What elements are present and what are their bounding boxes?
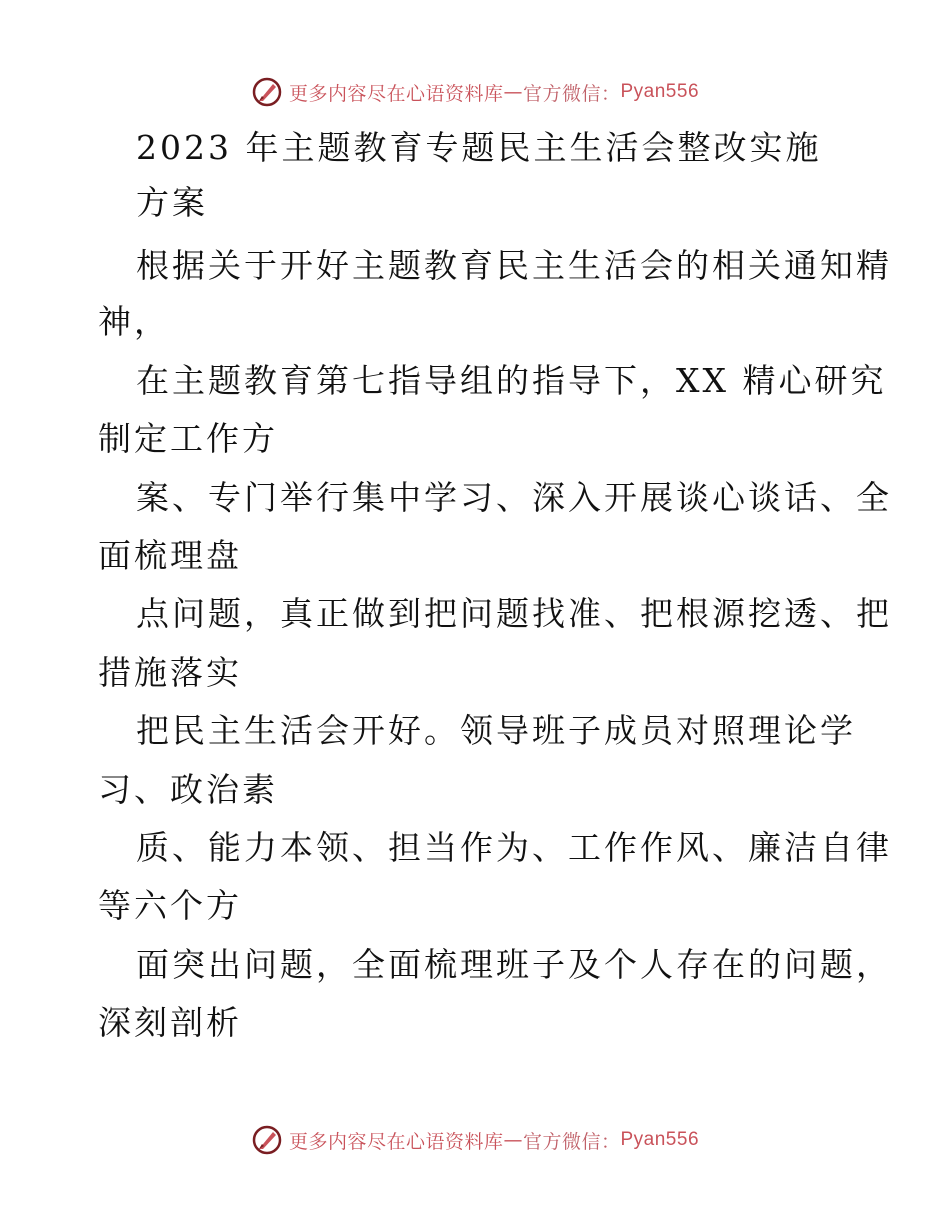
document-line: 神， (98, 302, 170, 341)
footer-dash: — (503, 1129, 523, 1151)
header-banner (0, 72, 950, 112)
document-line: 2023 年主题教育专题民主生活会整改实施 (136, 128, 822, 167)
document-line: 方案 (136, 183, 208, 222)
document-line: 点问题，真正做到把问题找准、把根源挖透、把 (136, 594, 892, 633)
footer-site-name: 更多内容尽在心语资料库 (288, 1130, 504, 1153)
footer-wechat-id: Pyan556 (620, 1129, 700, 1150)
document-line: 面梳理盘 (98, 536, 242, 575)
document-line: 案、专门举行集中学习、深入开展谈心谈话、全 (136, 478, 892, 517)
document-line: 质、能力本领、担当作为、工作作风、廉洁自律 (136, 828, 892, 867)
document-line: 面突出问题，全面梳理班子及个人存在的问题， (136, 945, 892, 984)
quill-pen-logo-icon (251, 76, 283, 108)
header-wechat-id: Pyan556 (620, 81, 700, 102)
footer-banner (0, 1120, 950, 1160)
document-line: 把民主生活会开好。领导班子成员对照理论学 (136, 711, 856, 750)
document-line: 根据关于开好主题教育民主生活会的相关通知精 (136, 246, 892, 285)
document-line: 措施落实 (98, 653, 242, 692)
document-line: 深刻剖析 (98, 1003, 242, 1042)
document-line: 制定工作方 (98, 419, 278, 458)
header-site-name: 更多内容尽在心语资料库 (288, 82, 504, 105)
document-line: 等六个方 (98, 886, 242, 925)
footer-wechat-label: 官方微信： (522, 1130, 621, 1153)
document-line: 在主题教育第七指导组的指导下，XX 精心研究 (136, 361, 887, 400)
document-line: 习、政治素 (98, 770, 278, 809)
quill-pen-logo-icon (251, 1124, 283, 1156)
header-dash: — (503, 81, 523, 103)
header-wechat-label: 官方微信： (522, 82, 621, 105)
